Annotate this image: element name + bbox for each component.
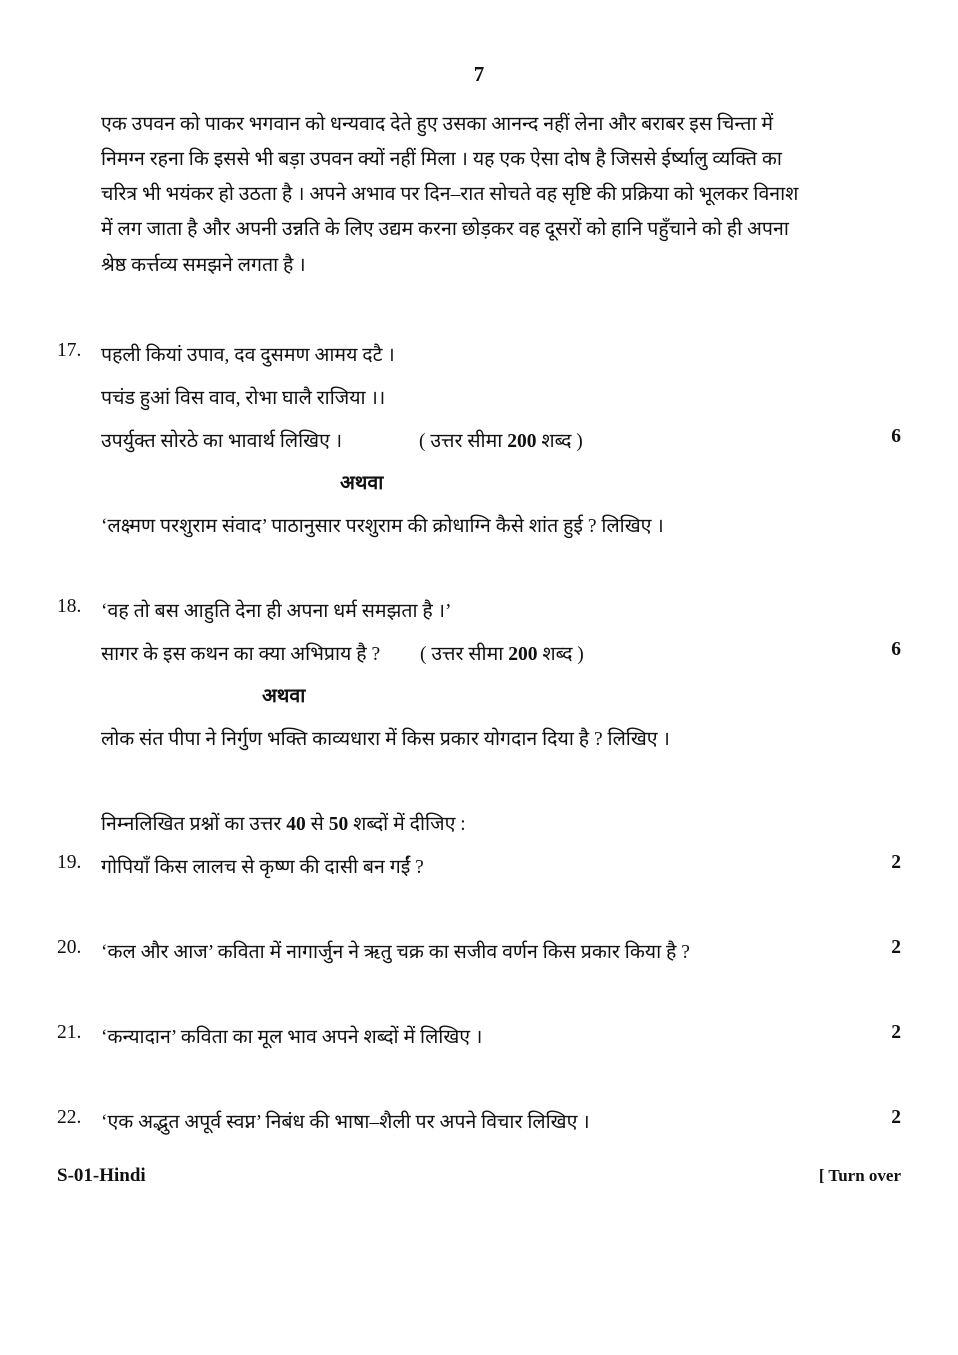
page-number: 7 — [473, 62, 485, 86]
word-limit-number: 200 — [507, 431, 537, 452]
passage-line: चरित्र भी भयंकर हो उठता है । अपने अभाव पर दिन–रात सोचते वह सृष्टि की प्रक्रिया को भूलकर विनाश — [101, 184, 799, 205]
question-number: 21. — [57, 1022, 82, 1043]
question-text: गोपियाँ किस लालच से कृष्ण की दासी बन गईं ? — [101, 857, 424, 878]
alternative-question: लोक संत पीपा ने निर्गुण भक्ति काव्यधारा में किस प्रकार योगदान दिया है ? लिखिए । — [101, 729, 670, 750]
question-text: ‘कल और आज’ कविता में नागार्जुन ने ऋतु चक्र का सजीव वर्णन किस प्रकार किया है ? — [101, 942, 690, 963]
instruction-text: से — [305, 814, 329, 835]
marks: 2 — [891, 937, 901, 958]
question-number: 17. — [57, 340, 82, 361]
marks: 2 — [891, 852, 901, 873]
paper-code: S-01-Hindi — [57, 1165, 146, 1186]
turn-over-label: [ Turn over — [818, 1166, 901, 1185]
question-number: 19. — [57, 852, 82, 873]
question-text: ‘कन्यादान’ कविता का मूल भाव अपने शब्दों में लिखिए । — [101, 1027, 483, 1048]
question-prompt: उपर्युक्त सोरठे का भावार्थ लिखिए । — [101, 431, 343, 452]
verse-line-1: पहली कियां उपाव, दव दुसमण आमय दटै । — [101, 345, 395, 366]
word-limit-prefix: ( उत्तर सीमा — [419, 431, 508, 452]
section-instruction — [101, 809, 466, 836]
word-limit — [420, 639, 584, 666]
question-number: 22. — [57, 1107, 82, 1128]
word-limit-suffix: शब्द ) — [536, 431, 583, 452]
or-label: अथवा — [340, 473, 384, 494]
question-number: 20. — [57, 937, 82, 958]
word-limit-number: 200 — [508, 644, 538, 665]
passage-line: एक उपवन को पाकर भगवान को धन्यवाद देते हुए उसका आनन्द नहीं लेना और बराबर इस चिन्ता में — [101, 114, 774, 135]
passage-line: श्रेष्ठ कर्त्तव्य समझने लगता है । — [101, 255, 306, 276]
or-label: अथवा — [262, 686, 306, 707]
marks: 2 — [891, 1107, 901, 1128]
instruction-text: निम्नलिखित प्रश्नों का उत्तर — [101, 814, 287, 835]
marks: 6 — [891, 426, 901, 447]
word-limit-suffix: शब्द ) — [537, 644, 584, 665]
instruction-number: 50 — [328, 814, 349, 835]
instruction-text: शब्दों में दीजिए : — [348, 814, 466, 835]
quote-line: ‘वह तो बस आहुति देना ही अपना धर्म समझता है ।’ — [101, 601, 452, 622]
question-number: 18. — [57, 596, 82, 617]
question-text: ‘एक अद्भुत अपूर्व स्वप्न’ निबंध की भाषा–शैली पर अपने विचार लिखिए । — [101, 1112, 590, 1133]
alternative-question: ‘लक्ष्मण परशुराम संवाद’ पाठानुसार परशुराम की क्रोधाग्नि कैसे शांत हुई ? लिखिए । — [101, 516, 664, 537]
marks: 2 — [891, 1022, 901, 1043]
verse-line-2: पचंड हुआं विस वाव, रोभा घालै राजिया ।। — [101, 388, 386, 409]
passage-line: में लग जाता है और अपनी उन्नति के लिए उद्यम करना छोड़कर वह दूसरों को हानि पहुँचाने को ही अपना — [101, 219, 789, 240]
passage-line: निमग्न रहना कि इससे भी बड़ा उपवन क्यों नहीं मिला । यह एक ऐसा दोष है जिससे ईर्ष्यालु व्यक्ति का — [101, 149, 782, 170]
instruction-number: 40 — [286, 814, 306, 835]
marks: 6 — [891, 639, 901, 660]
word-limit-prefix: ( उत्तर सीमा — [420, 644, 509, 665]
word-limit — [419, 426, 583, 453]
question-prompt: सागर के इस कथन का क्या अभिप्राय है ? — [101, 644, 381, 665]
